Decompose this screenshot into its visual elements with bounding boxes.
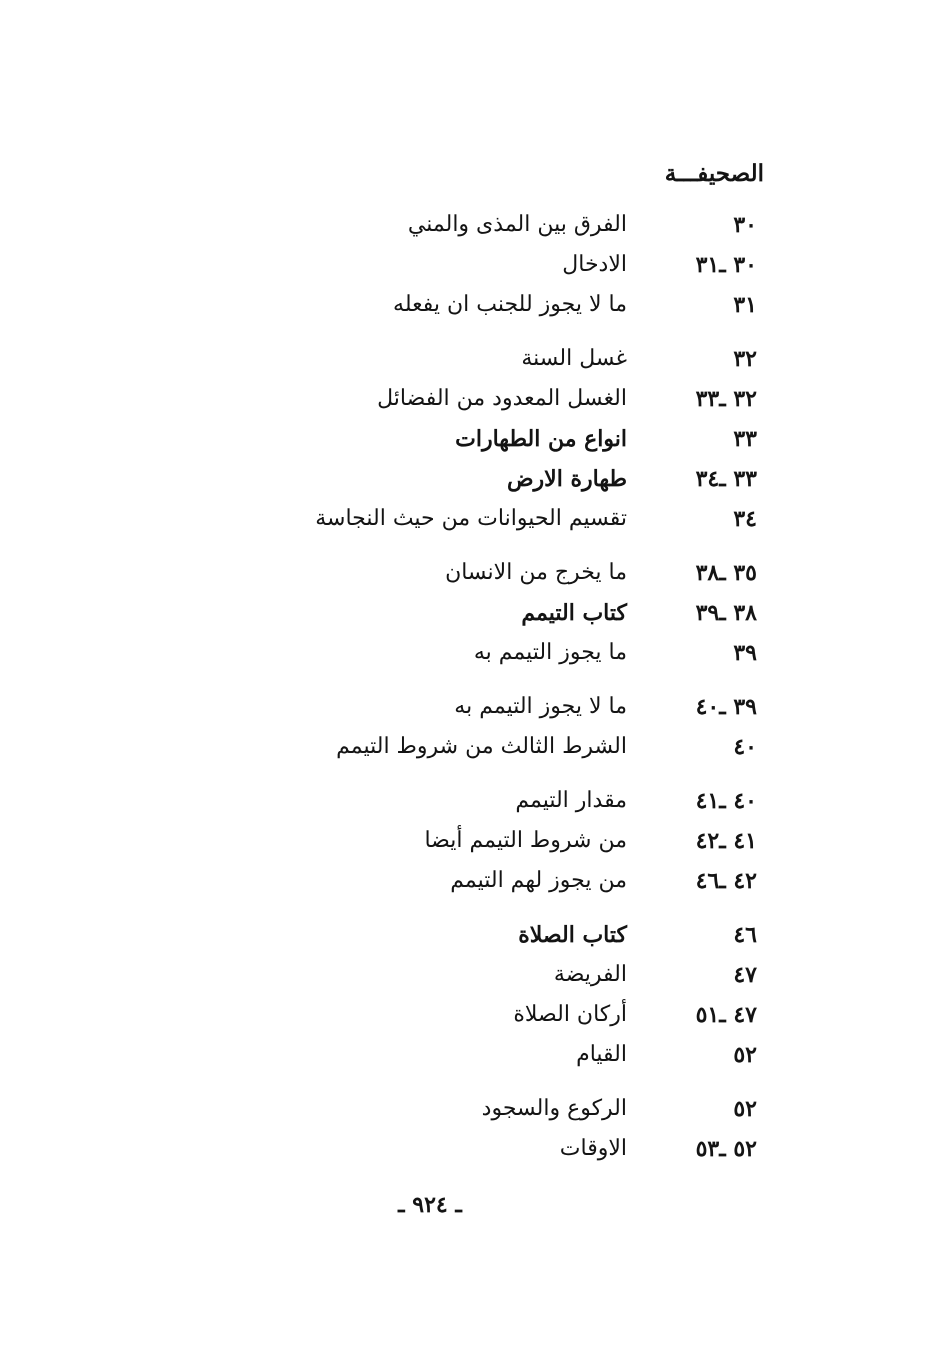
toc-entry <box>0 245 927 285</box>
toc-entry <box>0 633 927 673</box>
toc-page-range: ٣٨ ـ٣٩ <box>695 600 757 626</box>
toc-entry <box>0 499 927 539</box>
toc-title: تقسيم الحيوانات من حيث النجاسة <box>315 506 627 531</box>
toc-page-range: ٣٢ <box>733 346 757 372</box>
toc-page-range: ٤٠ ـ٤١ <box>695 788 757 814</box>
toc-entry <box>0 995 927 1035</box>
toc-page-range: ٣٠ <box>733 212 757 238</box>
toc-page-range: ٣٣ <box>733 426 757 452</box>
toc-title: غسل السنة <box>521 346 627 371</box>
toc-title: من شروط التيمم أيضا <box>424 828 627 853</box>
toc-page-range: ٣٣ ـ٣٤ <box>695 466 757 492</box>
toc-page-range: ٤١ ـ٤٢ <box>695 828 757 854</box>
toc-entry <box>0 339 927 379</box>
toc-page-range: ٣٩ ـ٤٠ <box>695 694 757 720</box>
toc-page-range: ٣٩ <box>733 640 757 666</box>
toc-title: ما يجوز التيمم به <box>473 640 627 665</box>
toc-title: القيام <box>576 1042 627 1067</box>
toc-entry <box>0 781 927 821</box>
toc-entry <box>0 1089 927 1129</box>
toc-title: الاوقات <box>559 1136 627 1161</box>
toc-title: ما يخرج من الانسان <box>445 560 627 585</box>
toc-entry <box>0 553 927 593</box>
toc-entry <box>0 1035 927 1075</box>
toc-title: انواع من الطهارات <box>455 426 627 452</box>
toc-title: مقدار التيمم <box>515 788 627 813</box>
toc-entry <box>0 205 927 245</box>
toc-page-range: ٥٢ ـ٥٣ <box>695 1136 757 1162</box>
toc-page-range: ٣٠ ـ٣١ <box>695 252 757 278</box>
toc-page-range: ٤٧ ـ٥١ <box>695 1002 757 1028</box>
toc-entry <box>0 955 927 995</box>
toc-entry <box>0 419 927 459</box>
toc-page-range: ٤٠ <box>733 734 757 760</box>
toc-title: كتاب الصلاة <box>518 922 627 948</box>
toc-page-range: ٣٥ ـ٣٨ <box>695 560 757 586</box>
toc-entry <box>0 861 927 901</box>
toc-title: الركوع والسجود <box>481 1096 627 1121</box>
toc-page-range: ٤٢ ـ٤٦ <box>695 868 757 894</box>
toc-entry <box>0 687 927 727</box>
toc-title: الغسل المعدود من الفضائل <box>377 386 627 411</box>
toc-title: ما لا يجوز التيمم به <box>454 694 627 719</box>
toc-entry <box>0 1129 927 1169</box>
toc-entry <box>0 379 927 419</box>
toc-entry <box>0 285 927 325</box>
toc-title: أركان الصلاة <box>513 1002 627 1027</box>
toc-title: طهارة الارض <box>506 466 627 492</box>
toc-entry <box>0 727 927 767</box>
page-column-header: الصحيفـــة <box>664 160 764 187</box>
page-number: ـ ٩٢٤ ـ <box>398 1192 462 1218</box>
toc-page-range: ٣٤ <box>733 506 757 532</box>
toc-title: ما لا يجوز للجنب ان يفعله <box>393 292 627 317</box>
toc-page-range: ٥٢ <box>733 1042 757 1068</box>
toc-page-range: ٣٢ ـ٣٣ <box>695 386 757 412</box>
toc-page-range: ٣١ <box>733 292 757 318</box>
toc-entry <box>0 593 927 633</box>
toc-title: كتاب التيمم <box>521 600 627 626</box>
toc-title: الفرق بين المذى والمني <box>407 212 627 237</box>
toc-page-range: ٤٧ <box>733 962 757 988</box>
toc-title: الشرط الثالث من شروط التيمم <box>336 734 627 759</box>
toc-entry <box>0 459 927 499</box>
toc-title: من يجوز لهم التيمم <box>450 868 627 893</box>
toc-entry <box>0 821 927 861</box>
toc-page-range: ٤٦ <box>733 922 757 948</box>
toc-entry <box>0 915 927 955</box>
toc-page-range: ٥٢ <box>733 1096 757 1122</box>
toc-title: الفريضة <box>553 962 627 987</box>
table-of-contents <box>0 205 927 1169</box>
toc-title: الادخال <box>562 252 627 277</box>
